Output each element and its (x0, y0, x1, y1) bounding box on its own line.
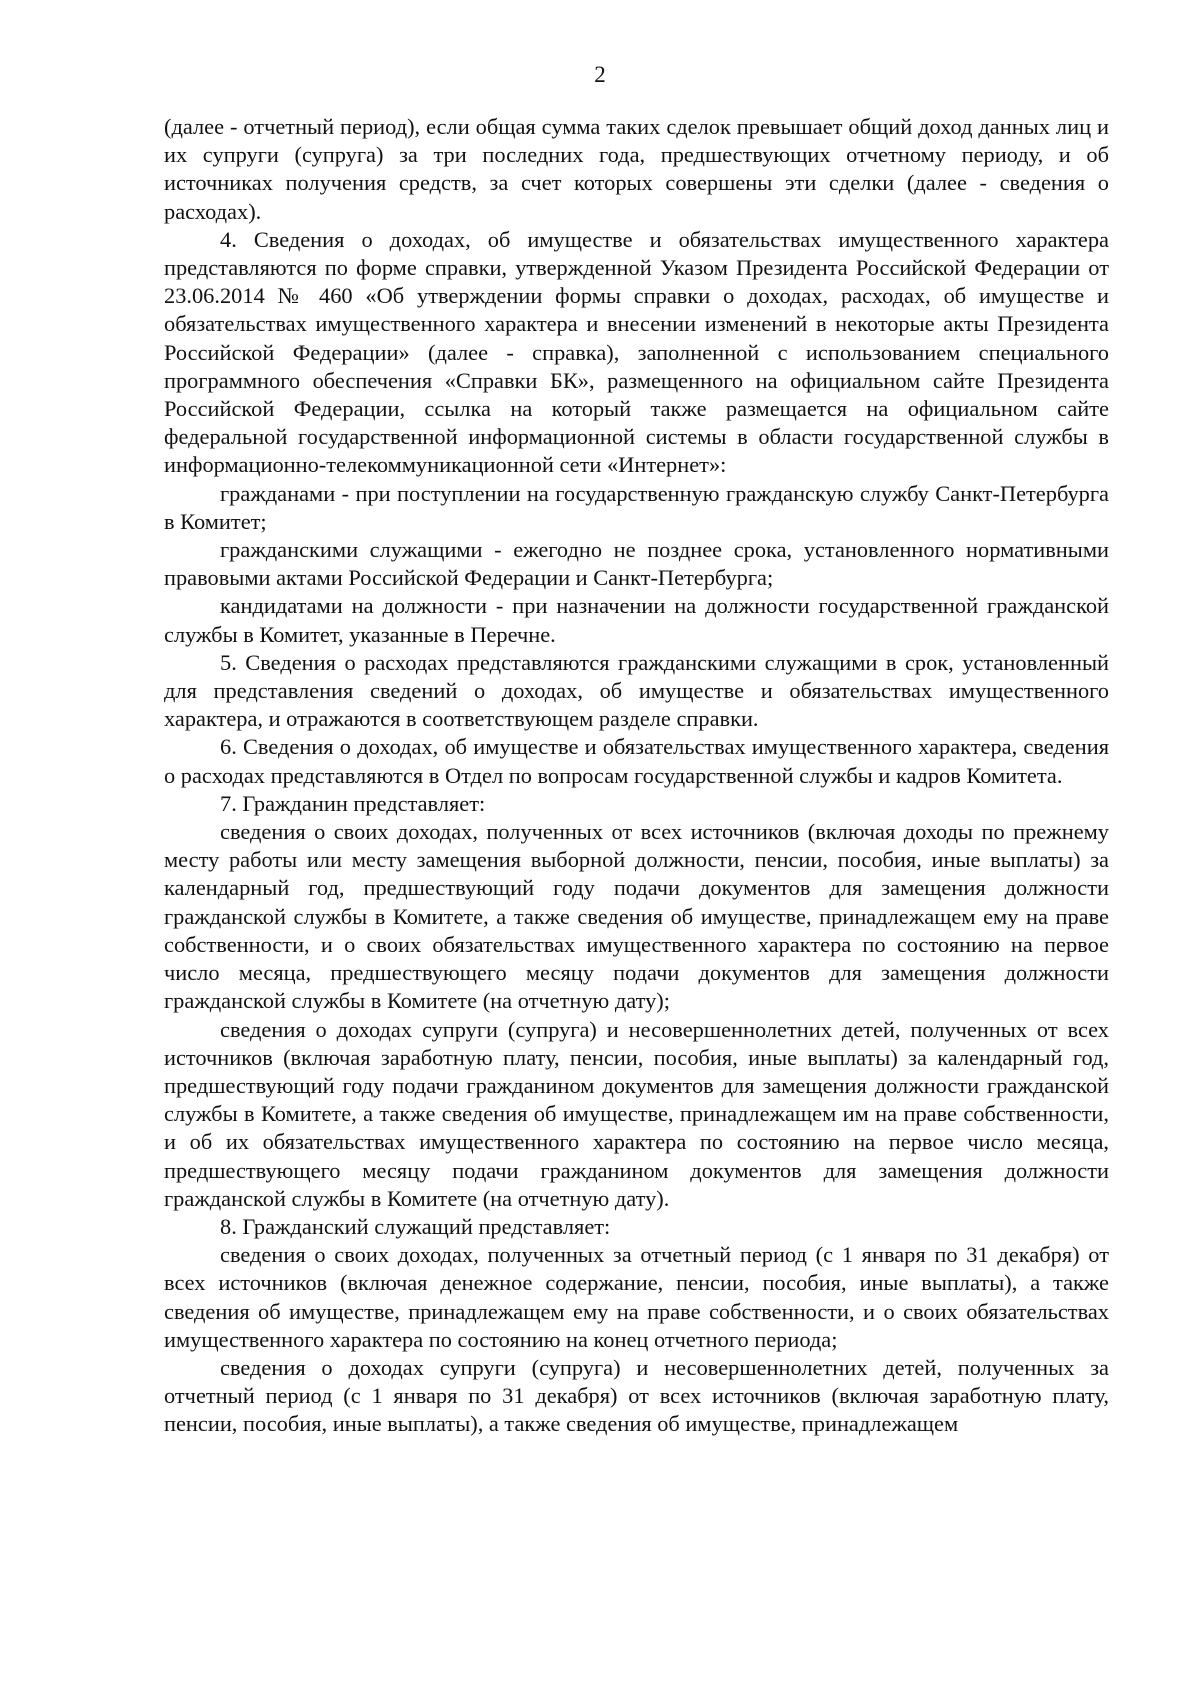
paragraph-item-8: 8. Гражданский служащий представляет: (220, 1213, 611, 1239)
paragraph-item-8-family-income: сведения о доходах супруги (супруга) и несовершеннолетних детей, полученных за отчетный период (с 1 января по 31 декабря) от всех источников (включая заработную плату, пенсии, пособия, иные выплаты), а также сведения об имуществе, принадлежащем (164, 1354, 1109, 1437)
paragraph-item-7-own-income: сведения о своих доходах, полученных от всех источников (включая доходы по прежнему месту работы или месту замещения выборной должности, пенсии, пособия, иные выплаты) за календарный год, предшествующий году подачи документов для замещения должности гражданской службы в Комитете, а также сведения об имуществе, принадлежащем ему на праве собственности, и о своих обязательствах имущественного характера по состоянию на первое число месяца, предшествующего месяцу подачи документов для замещения должности гражданской службы в Комитете (на отчетную дату); (164, 819, 1109, 1014)
paragraph-civil-servants: гражданскими служащими - ежегодно не позднее срока, установленного нормативными правовыми актами Российской Федерации и Санкт-Петербурга; (164, 537, 1109, 591)
paragraph-candidates: кандидатами на должности - при назначении на должности государственной гражданской службы в Комитет, указанные в Перечне. (164, 593, 1109, 647)
paragraph-item-7-family-income: сведения о доходах супруги (супруга) и несовершеннолетних детей, полученных от всех источников (включая заработную плату, пенсии, пособия, иные выплаты) за календарный год, предшествующий году подачи гражданином документов для замещения должности гражданской службы в Комитете, а также сведения об имуществе, принадлежащем им на праве собственности, и об их обязательствах имущественного характера по состоянию на первое число месяца, предшествующего месяцу подачи гражданином документов для замещения должности гражданской службы в Комитете (на отчетную дату). (164, 1016, 1109, 1211)
paragraph-continuation: (далее - отчетный период), если общая сумма таких сделок превышает общий доход данных лиц и их супруги (супруга) за три последних года, предшествующих отчетному периоду, и об источниках получения средств, за счет которых совершены эти сделки (далее - сведения о расходах). (164, 114, 1109, 224)
paragraph-item-6: 6. Сведения о доходах, об имуществе и обязательствах имущественного характера, сведения о расходах представляются в Отдел по вопросам государственной службы и кадров Комитета. (164, 734, 1109, 788)
paragraph-citizens: гражданами - при поступлении на государственную гражданскую службу Санкт-Петербурга в Комитет; (164, 480, 1109, 534)
document-body (164, 113, 1109, 1439)
paragraph-item-4: 4. Сведения о доходах, об имуществе и обязательствах имущественного характера представляются по форме справки, утвержденной Указом Президента Российской Федерации от 23.06.2014 № 460 «Об утверждении формы справки о доходах, расходах, об имуществе и обязательствах имущественного характера и внесении изменений в некоторые акты Президента Российской Федерации» (далее - справка), заполненной с использованием специального программного обеспечения «Справки БК», размещенного на официальном сайте Президента Российской Федерации, ссылка на который также размещается на официальном сайте федеральной государственной информационной системы в области государственной службы в информационно-телекоммуникационной сети «Интернет»: (164, 226, 1109, 478)
page-number: 2 (594, 62, 606, 87)
paragraph-item-7: 7. Гражданин представляет: (220, 790, 486, 816)
paragraph-item-8-own-income: сведения о своих доходах, полученных за отчетный период (с 1 января по 31 декабря) от всех источников (включая денежное содержание, пенсии, пособия, иные выплаты), а также сведения об имуществе, принадлежащем ему на праве собственности, и о своих обязательствах имущественного характера по состоянию на конец отчетного периода; (164, 1242, 1109, 1352)
paragraph-item-5: 5. Сведения о расходах представляются гражданскими служащими в срок, установленный для представления сведений о доходах, об имуществе и обязательствах имущественного характера, и отражаются в соответствующем разделе справки. (164, 649, 1109, 732)
